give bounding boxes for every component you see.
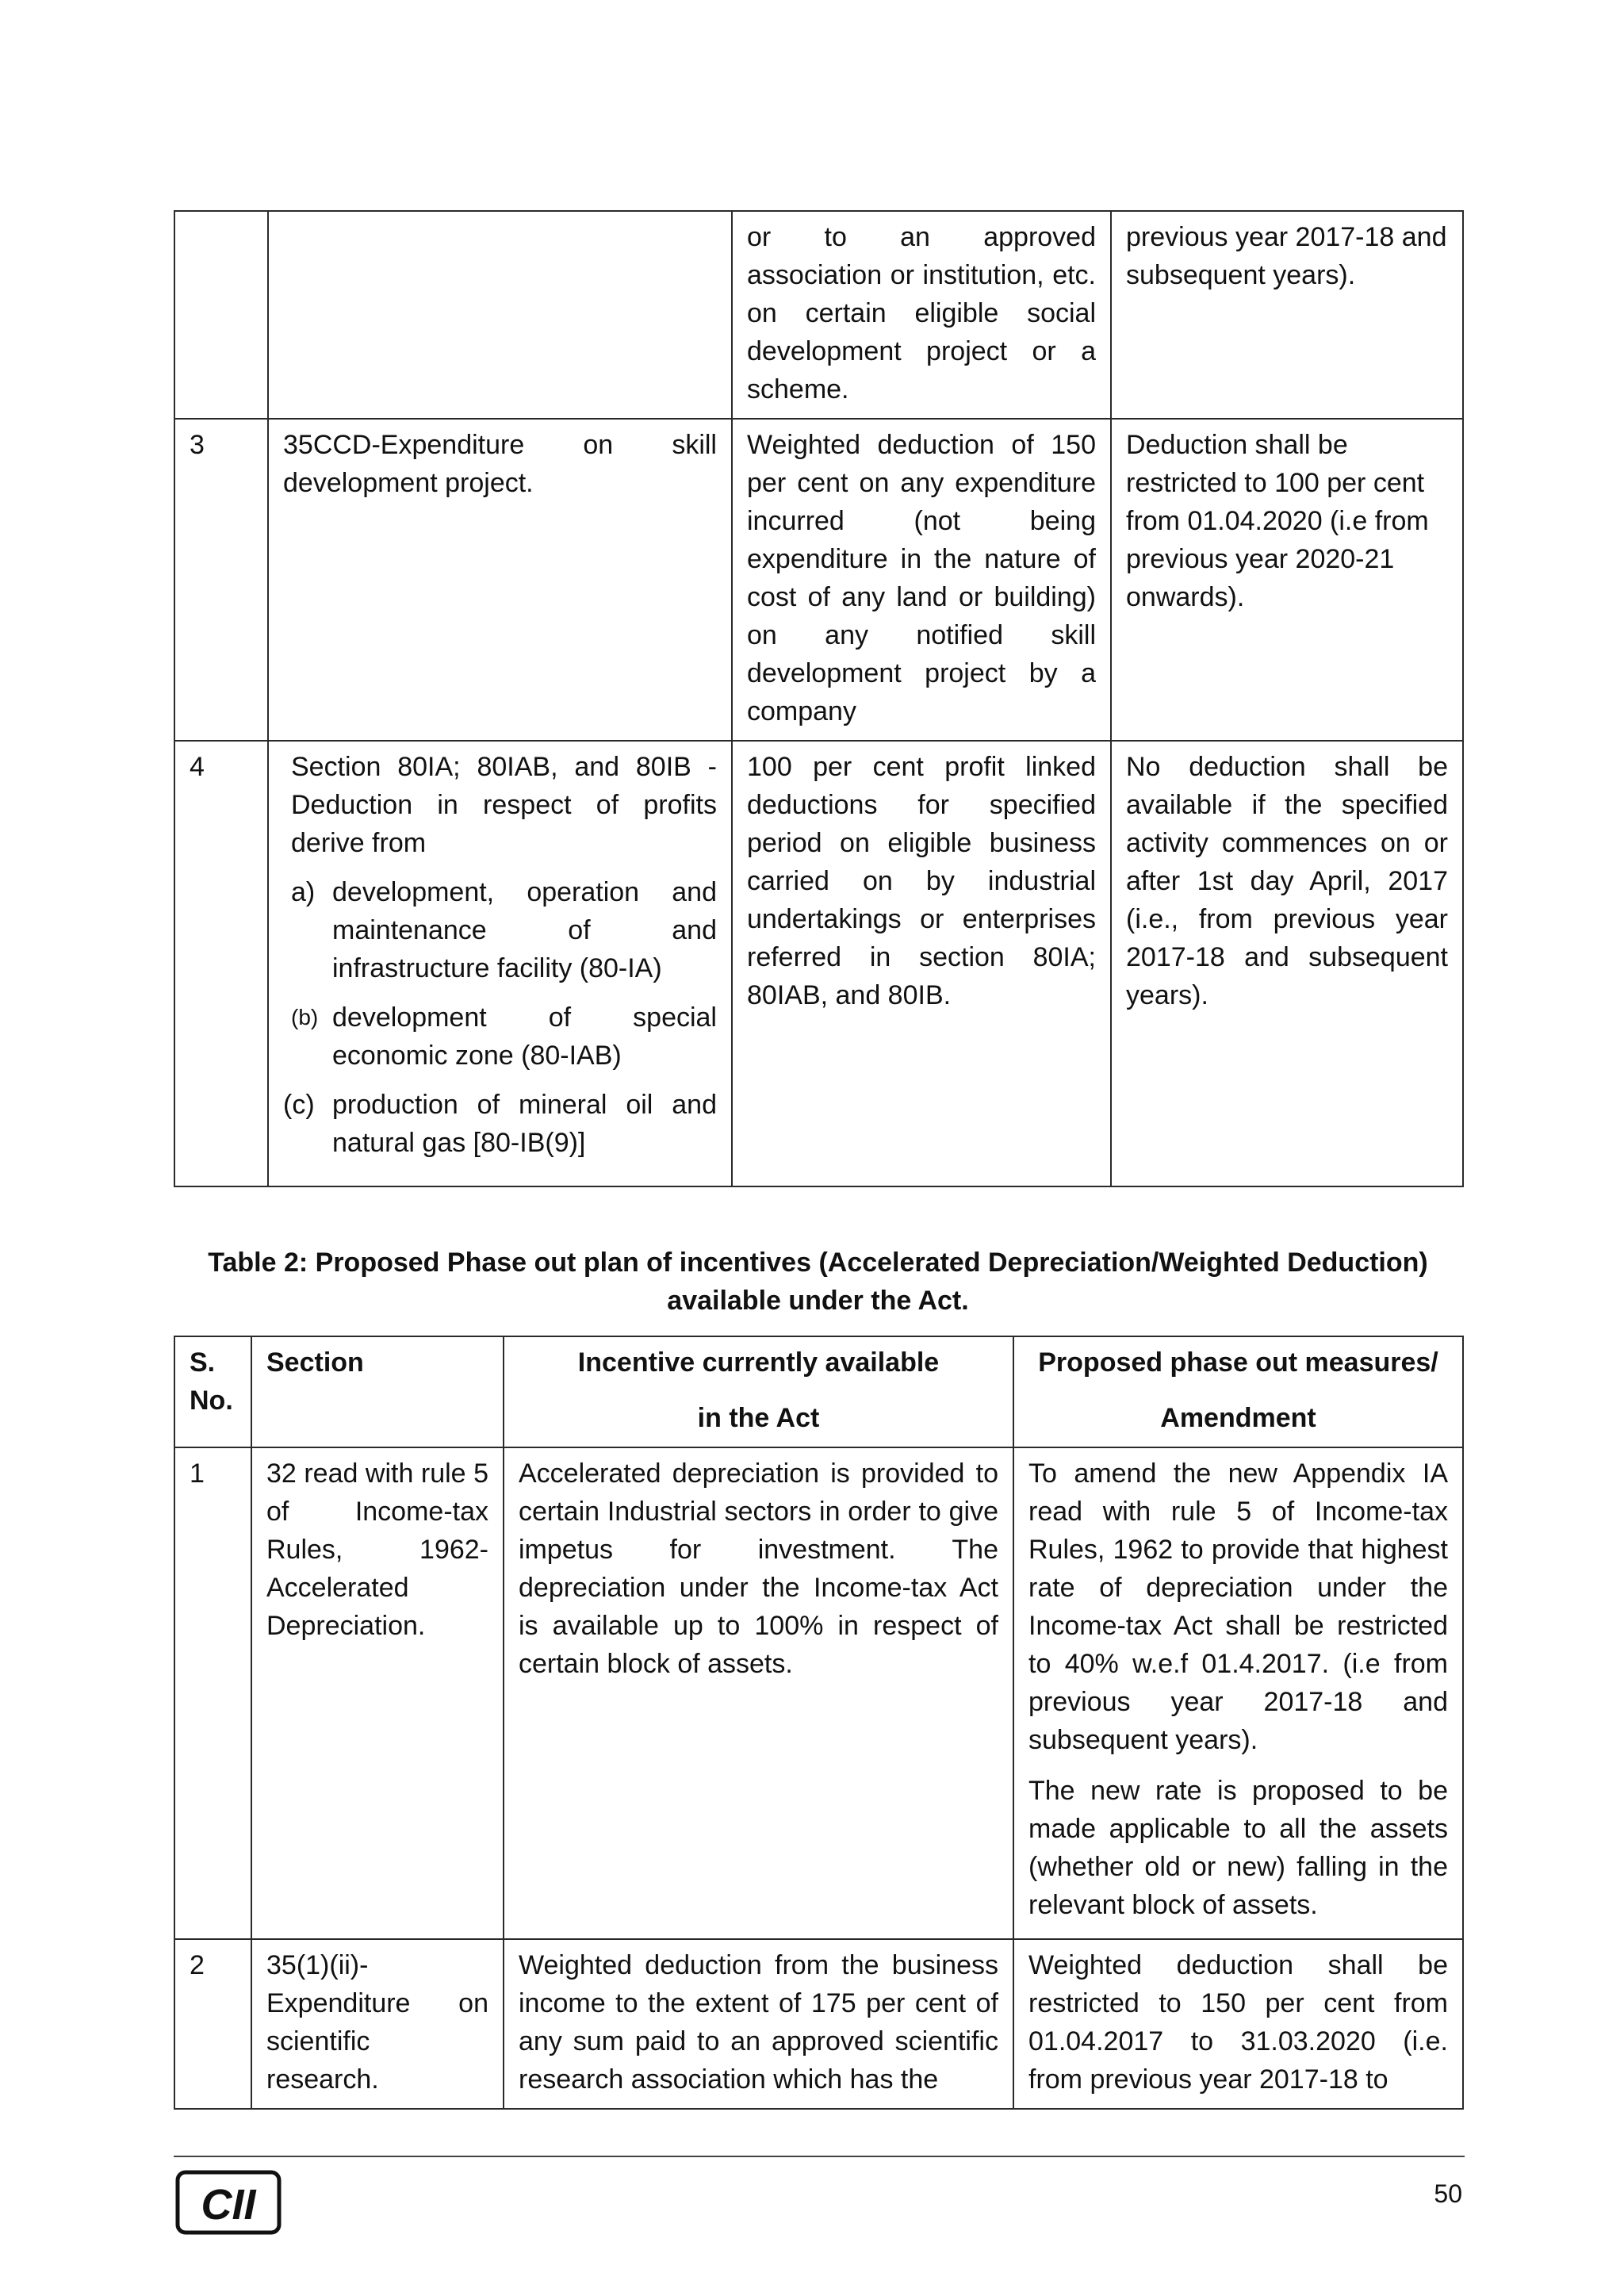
table-row [174,419,1463,741]
sno-cell: 3 [174,419,268,741]
table-row [174,1447,1463,1939]
list-item-text: production of mineral oil and natural gas [80-IB(9)] [332,1090,717,1158]
proposal-paragraph: To amend the new Appendix IA read with rule 5 of Income-tax Rules, 1962 to provide that highest rate of depreciation under the Income-tax Act shall be restricted to 40% w.e.f 01.4.2017. (i.e from previous year 2017-18 and subsequent years). [1028,1458,1448,1755]
header-line: Amendment [1160,1403,1316,1433]
page-number: 50 [1434,2179,1462,2208]
list-item [283,1086,717,1162]
proposal-cell: No deduction shall be available if the specified activity commences on or after 1st day April, 2017 (i.e., from previous year 2017-18 and subsequent years). [1111,741,1463,1186]
incentive-cell: or to an approved association or institution, etc. on certain eligible social development project or a scheme. [732,211,1111,419]
incentive-table-continued [174,210,1464,1187]
section-cell [268,741,732,1186]
table-caption [174,1244,1462,1320]
list-item-text: development, operation and maintenance of and infrastructure facility (80-IA) [332,877,717,983]
header-line: in the Act [697,1403,820,1433]
list-item-text: development of special economic zone (80-IAB) [332,1002,717,1071]
table-row [174,741,1463,1186]
table-row [174,1939,1463,2109]
section-cell: 35CCD-Expenditure on skill development project. [268,419,732,741]
proposal-cell [1013,1447,1463,1939]
header-line: Incentive currently available [577,1347,940,1378]
footer-divider [174,2156,1465,2157]
proposal-cell: Deduction shall be restricted to 100 per cent from 01.04.2020 (i.e from previous year 2020-21 onwards). [1111,419,1463,741]
proposal-paragraph: The new rate is proposed to be made applicable to all the assets (whether old or new) falling in the relevant block of assets. [1028,1776,1448,1920]
list-item-label: (c) [283,1090,315,1120]
proposal-cell: previous year 2017-18 and subsequent years). [1111,211,1463,419]
list-item [291,873,717,987]
section-header: Section [251,1336,504,1447]
section-cell [268,211,732,419]
proposal-cell: Weighted deduction shall be restricted to 150 per cent from 01.04.2017 to 31.03.2020 (i.e. from previous year 2017-18 to [1013,1939,1463,2109]
sno-cell [174,211,268,419]
caption-line: available under the Act. [667,1286,969,1316]
list-item-label: a) [291,877,316,907]
section-cell: 35(1)(ii)-Expenditure on scientific research. [251,1939,504,2109]
list-item-label: (b) [291,1005,319,1029]
section-intro: Section 80IA; 80IAB, and 80IB - Deduction in respect of profits derive from [291,752,717,858]
incentive-cell: Weighted deduction from the business income to the extent of 175 per cent of any sum paid to an approved scientific research association which has the [504,1939,1013,2109]
section-cell: 32 read with rule 5 of Income-tax Rules, 1962-Accelerated Depreciation. [251,1447,504,1939]
phase-out-table [174,1336,1464,2110]
incentive-header [504,1336,1013,1447]
incentive-cell: 100 per cent profit linked deductions for specified period on eligible business carried on by industrial undertakings or enterprises referred in section 80IA; 80IAB, and 80IB. [732,741,1111,1186]
table-header-row [174,1336,1463,1447]
incentive-cell: Accelerated depreciation is provided to certain Industrial sectors in order to give impetus for investment. The depreciation under the Income-tax Act is available up to 100% in respect of certain block of assets. [504,1447,1013,1939]
header-line: Proposed phase out measures/ [1038,1347,1438,1378]
sno-header: S. No. [174,1336,251,1447]
sno-cell: 4 [174,741,268,1186]
proposal-header [1013,1336,1463,1447]
list-item [291,999,717,1075]
logo-text: CII [201,2181,256,2229]
sno-cell: 2 [174,1939,251,2109]
sno-cell: 1 [174,1447,251,1939]
caption-line: Table 2: Proposed Phase out plan of incentives (Accelerated Depreciation/Weighted Deduction) [208,1248,1428,1278]
cii-logo [175,2170,282,2235]
table-row [174,211,1463,419]
incentive-cell: Weighted deduction of 150 per cent on any expenditure incurred (not being expenditure in the nature of cost of any land or building) on any notified skill development project by a company [732,419,1111,741]
